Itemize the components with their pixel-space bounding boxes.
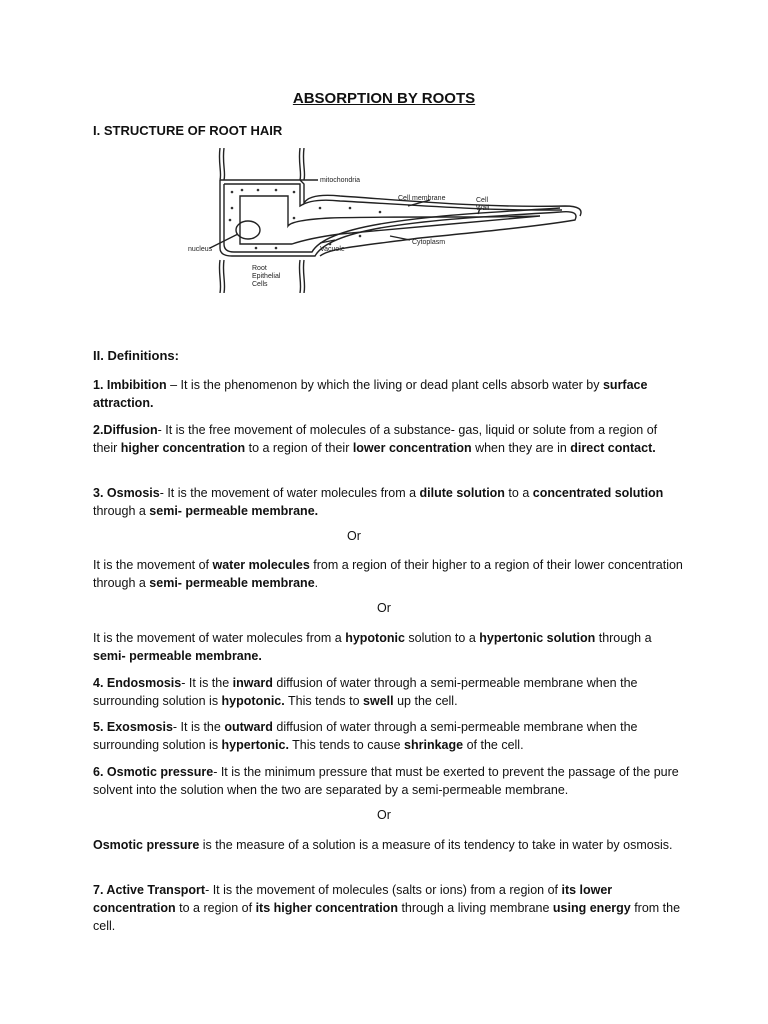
label-nucleus: nucleus (188, 246, 213, 253)
label-root: Root (252, 265, 267, 272)
label-cell-wall-2: Wall (476, 205, 490, 212)
label-cytoplasm: Cytoplasm (412, 239, 446, 246)
definition-exosmosis: 5. Exosmosis- It is the outward diffusion of water through a semi-permeable membrane when the surrounding solution is hypertonic. This tends to cause shrinkage of the cell. (93, 720, 638, 752)
label-cell-wall-1: Cell (476, 197, 489, 204)
or-separator-1: Or (347, 529, 361, 543)
section-heading-structure: I. STRUCTURE OF ROOT HAIR (93, 123, 283, 138)
definition-osmotic-pressure: 6. Osmotic pressure- It is the minimum pressure that must be exerted to prevent the passage of the pure solvent into the solution when the two are separated by a semi-permeable membrane. (93, 765, 679, 797)
label-vacuole: Vacuole (320, 246, 345, 253)
label-epithelial: Epithelial (252, 273, 281, 280)
definition-osmotic-pressure-alt: Osmotic pressure is the measure of a solution is a measure of its tendency to take in water by osmosis. (93, 838, 673, 852)
label-cell-membrane: Cell membrane (398, 195, 446, 202)
section-heading-definitions: II. Definitions: (93, 348, 179, 363)
definition-active-transport: 7. Active Transport- It is the movement of molecules (salts or ions) from a region of its lower concentration to a region of its higher concentration through a living membrane using energy from the cell. (93, 883, 681, 933)
root-hair-diagram (180, 148, 590, 293)
label-cells: Cells (252, 281, 268, 288)
definition-osmosis: 3. Osmosis- It is the movement of water molecules from a dilute solution to a concentrated solution through a semi- permeable membrane. (93, 486, 664, 518)
definition-imbibition: 1. Imbibition – It is the phenomenon by which the living or dead plant cells absorb water by surface attraction. (93, 378, 648, 410)
or-separator-3: Or (377, 808, 391, 822)
or-separator-2: Or (377, 601, 391, 615)
definition-osmosis-alt-1: It is the movement of water molecules from a region of their higher to a region of their lower concentration through a semi- permeable membrane. (93, 558, 683, 590)
label-mitochondria: mitochondria (320, 177, 361, 184)
page-title: ABSORPTION BY ROOTS (292, 90, 476, 107)
definition-osmosis-alt-2: It is the movement of water molecules from a hypotonic solution to a hypertonic solution through a semi- permeable membrane. (93, 631, 652, 663)
definition-diffusion: 2.Diffusion- It is the free movement of molecules of a substance- gas, liquid or solute from a region of their higher concentration to a region of their lower concentration when they are in direct contact. (93, 423, 658, 455)
definition-endosmosis: 4. Endosmosis- It is the inward diffusion of water through a semi-permeable membrane when the surrounding solution is hypotonic. This tends to swell up the cell. (93, 676, 638, 708)
